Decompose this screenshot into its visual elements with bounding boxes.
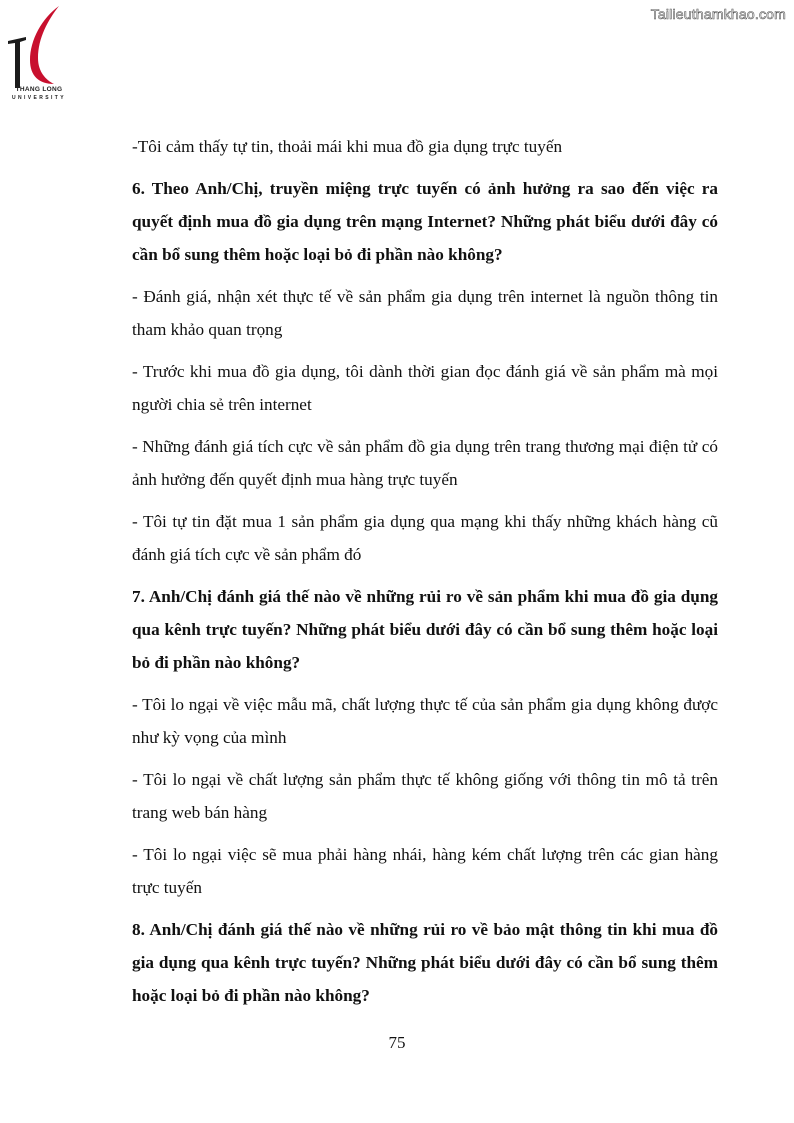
q7-item-2: - Tôi lo ngại về chất lượng sản phẩm thực tế không giống với thông tin mô tả trên trang web bán hàng <box>132 770 718 822</box>
q7-item-1: - Tôi lo ngại về việc mẫu mã, chất lượng thực tế của sản phẩm gia dụng không được như kỳ vọng của mình <box>132 695 718 747</box>
q6-item-2: - Trước khi mua đồ gia dụng, tôi dành thời gian đọc đánh giá về sản phẩm mà mọi người chia sẻ trên internet <box>132 362 718 414</box>
q7-item-3: - Tôi lo ngại việc sẽ mua phải hàng nhái, hàng kém chất lượng trên các gian hàng trực tuyến <box>132 845 718 897</box>
question-7-heading: 7. Anh/Chị đánh giá thế nào về những rủi ro về sản phẩm khi mua đồ gia dụng qua kênh trực tuyến? Những phát biểu dưới đây có cần bổ sung thêm hoặc loại bỏ đi phần nào không? <box>132 587 718 672</box>
logo-line-1: THANG LONG <box>15 86 63 93</box>
intro-line: -Tôi cảm thấy tự tin, thoải mái khi mua đồ gia dụng trực tuyến <box>132 137 563 156</box>
watermark-text: Tailieuthamkhao.com <box>650 6 786 22</box>
page-number: 75 <box>388 1033 406 1052</box>
question-6-heading: 6. Theo Anh/Chị, truyền miệng trực tuyến có ảnh hưởng ra sao đến việc ra quyết định mua đồ gia dụng trên mạng Internet? Những phát biểu dưới đây có cần bổ sung thêm hoặc loại bỏ đi phần nào không? <box>132 179 718 264</box>
q6-item-4: - Tôi tự tin đặt mua 1 sản phẩm gia dụng qua mạng khi thấy những khách hàng cũ đánh giá tích cực về sản phẩm đó <box>132 512 718 564</box>
question-8-heading: 8. Anh/Chị đánh giá thế nào về những rủi ro về bảo mật thông tin khi mua đồ gia dụng qua kênh trực tuyến? Những phát biểu dưới đây có cần bổ sung thêm hoặc loại bỏ đi phần nào không? <box>132 920 718 1005</box>
logo-line-2: UNIVERSITY <box>11 95 66 101</box>
document-body <box>132 130 718 1012</box>
q6-item-3: - Những đánh giá tích cực về sản phẩm đồ gia dụng trên trang thương mại điện tử có ảnh hưởng đến quyết định mua hàng trực tuyến <box>132 437 718 489</box>
q6-item-1: - Đánh giá, nhận xét thực tế về sản phẩm gia dụng trên internet là nguồn thông tin tham khảo quan trọng <box>132 287 718 339</box>
